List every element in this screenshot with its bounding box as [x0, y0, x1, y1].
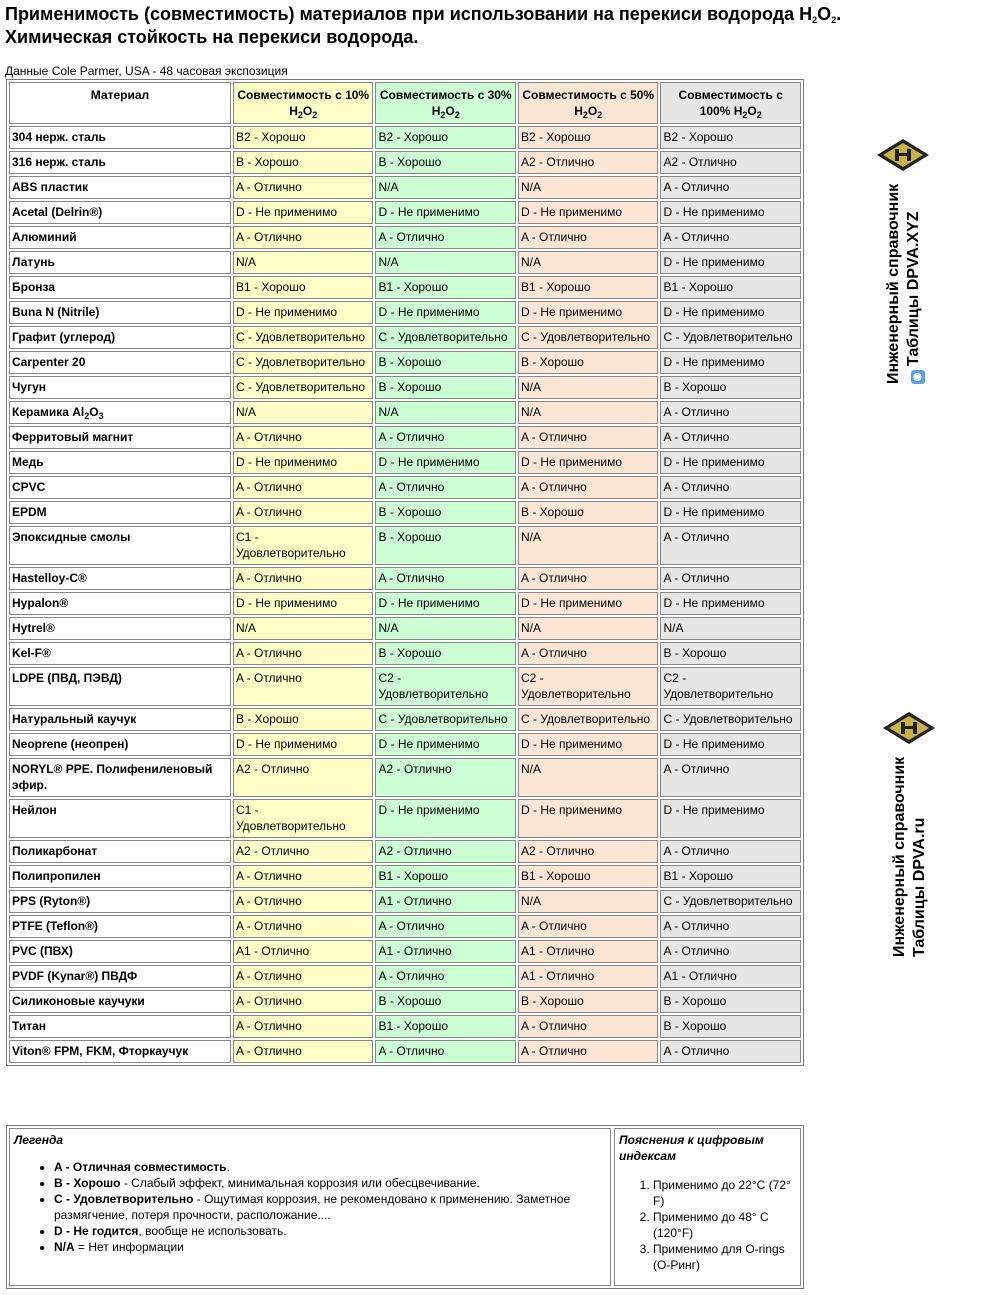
cell-50-percent: A - Отлично	[518, 915, 659, 938]
cell-30-percent: D - Не применимо	[375, 451, 516, 474]
cell-30-percent: B - Хорошо	[375, 526, 516, 565]
cell-100-percent: A - Отлично	[660, 526, 801, 565]
cell-100-percent: B2 - Хорошо	[660, 126, 801, 149]
cell-100-percent: B - Хорошо	[660, 1015, 801, 1038]
legend-list	[10, 1159, 610, 1255]
header-100-percent: Совместимость с 100% $H_2O_2$	[660, 82, 801, 124]
cell-30-percent: B - Хорошо	[375, 351, 516, 374]
cell-100-percent: D - Не применимо	[660, 201, 801, 224]
cell-100-percent: B - Хорошо	[660, 642, 801, 665]
cell-100-percent: A - Отлично	[660, 840, 801, 863]
cell-30-percent: B - Хорошо	[375, 376, 516, 399]
header-10-percent: Совместимость с 10% $H_2O_2$	[233, 82, 374, 124]
cell-50-percent: B1 - Хорошо	[518, 276, 659, 299]
cell-10-percent: C1 - Удовлетворительно	[233, 799, 374, 838]
table-row	[9, 251, 801, 274]
cell-50-percent: N/A	[518, 758, 659, 797]
cell-100-percent: D - Не применимо	[660, 251, 801, 274]
cell-10-percent: A - Отлично	[233, 501, 374, 524]
legend-item: • A - Отличная совместимость.	[54, 1159, 610, 1175]
cell-100-percent: B - Хорошо	[660, 990, 801, 1013]
material-cell: Силиконовые каучуки	[9, 990, 231, 1013]
side-label-xyz	[884, 184, 925, 384]
table-row	[9, 526, 801, 565]
material-cell: CPVC	[9, 476, 231, 499]
cell-10-percent: A - Отлично	[233, 667, 374, 706]
material-cell: PVC (ПВХ)	[9, 940, 231, 963]
cell-10-percent: D - Не применимо	[233, 733, 374, 756]
table-row	[9, 301, 801, 324]
cell-30-percent: B2 - Хорошо	[375, 126, 516, 149]
cell-10-percent: A - Отлично	[233, 226, 374, 249]
cell-30-percent: B - Хорошо	[375, 990, 516, 1013]
cell-30-percent: D - Не применимо	[375, 592, 516, 615]
material-cell: Графит (углерод)	[9, 326, 231, 349]
cell-30-percent: C2 - Удовлетворительно	[375, 667, 516, 706]
index-notes-title: Пояснения к цифровым индексам	[619, 1133, 764, 1163]
material-cell: Нейлон	[9, 799, 231, 838]
cell-100-percent: A - Отлично	[660, 401, 801, 424]
cell-30-percent: B - Хорошо	[375, 151, 516, 174]
table-row	[9, 1040, 801, 1063]
cell-50-percent: A2 - Отлично	[518, 840, 659, 863]
cell-30-percent: A - Отлично	[375, 426, 516, 449]
table-row	[9, 451, 801, 474]
cell-30-percent: B1 - Хорошо	[375, 865, 516, 888]
legend-item: • B - Хорошо - Слабый эффект, минимальная коррозия или обесцвечивание.	[54, 1175, 610, 1191]
material-cell: Hastelloy-C®	[9, 567, 231, 590]
cell-30-percent: A - Отлично	[375, 476, 516, 499]
table-row	[9, 226, 801, 249]
cell-50-percent: C - Удовлетворительно	[518, 708, 659, 731]
index-notes-box	[614, 1128, 801, 1286]
title-line-2: Химическая стойкость на перекиси водорода.	[5, 27, 419, 47]
legend-title: Легенда	[14, 1133, 64, 1147]
cell-10-percent: A - Отлично	[233, 990, 374, 1013]
cell-10-percent: A - Отлично	[233, 642, 374, 665]
cell-30-percent: D - Не применимо	[375, 733, 516, 756]
material-cell: 304 нерж. сталь	[9, 126, 231, 149]
cell-10-percent: B - Хорошо	[233, 708, 374, 731]
cell-10-percent: A - Отлично	[233, 176, 374, 199]
cell-10-percent: A - Отлично	[233, 476, 374, 499]
table-row	[9, 376, 801, 399]
cell-10-percent: A - Отлично	[233, 915, 374, 938]
table-row	[9, 940, 801, 963]
cell-30-percent: D - Не применимо	[375, 301, 516, 324]
material-cell: Медь	[9, 451, 231, 474]
material-cell: LDPE (ПВД, ПЭВД)	[9, 667, 231, 706]
header-material: Материал	[9, 82, 231, 124]
table-row	[9, 965, 801, 988]
material-cell: ABS пластик	[9, 176, 231, 199]
legend-item: • C - Удовлетворительно - Ощутимая коррозия, не рекомендовано к применению. Заметное размягчение, потеря прочности, расположание....	[54, 1191, 610, 1223]
cell-30-percent: N/A	[375, 617, 516, 640]
cell-100-percent: B1 - Хорошо	[660, 865, 801, 888]
cell-10-percent: A - Отлично	[233, 890, 374, 913]
cell-30-percent: A - Отлично	[375, 1040, 516, 1063]
cell-100-percent: A - Отлично	[660, 476, 801, 499]
cell-30-percent: N/A	[375, 251, 516, 274]
table-header-row	[9, 82, 801, 124]
cell-10-percent: A1 - Отлично	[233, 940, 374, 963]
material-cell: Поликарбонат	[9, 840, 231, 863]
cell-30-percent: B - Хорошо	[375, 501, 516, 524]
cell-100-percent: D - Не применимо	[660, 501, 801, 524]
material-cell: Алюминий	[9, 226, 231, 249]
material-cell: Hytrel®	[9, 617, 231, 640]
table-row	[9, 708, 801, 731]
cell-50-percent: N/A	[518, 376, 659, 399]
index-notes-list	[615, 1177, 800, 1273]
cell-50-percent: N/A	[518, 526, 659, 565]
material-cell: Титан	[9, 1015, 231, 1038]
cell-100-percent: A - Отлично	[660, 226, 801, 249]
legend-item: • D - Не годится, вообще не использовать.	[54, 1223, 610, 1239]
cell-10-percent: B2 - Хорошо	[233, 126, 374, 149]
table-row	[9, 890, 801, 913]
cell-30-percent: N/A	[375, 176, 516, 199]
cell-50-percent: D - Не применимо	[518, 733, 659, 756]
cell-30-percent: A - Отлично	[375, 567, 516, 590]
cell-100-percent: D - Не применимо	[660, 592, 801, 615]
table-row	[9, 351, 801, 374]
cell-30-percent: A - Отлично	[375, 965, 516, 988]
table-row	[9, 758, 801, 797]
material-cell: PPS (Ryton®)	[9, 890, 231, 913]
table-row	[9, 592, 801, 615]
cell-50-percent: D - Не применимо	[518, 301, 659, 324]
cell-100-percent: N/A	[660, 617, 801, 640]
cell-50-percent: A - Отлично	[518, 476, 659, 499]
cell-100-percent: A - Отлично	[660, 567, 801, 590]
cell-100-percent: A2 - Отлично	[660, 151, 801, 174]
cell-10-percent: A - Отлично	[233, 1015, 374, 1038]
cell-50-percent: C2 - Удовлетворительно	[518, 667, 659, 706]
cell-10-percent: A2 - Отлично	[233, 840, 374, 863]
cell-100-percent: A - Отлично	[660, 176, 801, 199]
cell-10-percent: C - Удовлетворительно	[233, 326, 374, 349]
cell-30-percent: A1 - Отлично	[375, 890, 516, 913]
cell-10-percent: N/A	[233, 251, 374, 274]
cell-30-percent: A2 - Отлично	[375, 840, 516, 863]
globe-icon: ◉	[911, 370, 925, 384]
index-note-item: 1. Применимо до 22°C (72° F)	[653, 1177, 800, 1209]
cell-10-percent: D - Не применимо	[233, 201, 374, 224]
cell-50-percent: A1 - Отлично	[518, 965, 659, 988]
material-cell: Бронза	[9, 276, 231, 299]
table-row	[9, 642, 801, 665]
cell-10-percent: D - Не применимо	[233, 451, 374, 474]
cell-100-percent: C - Удовлетворительно	[660, 326, 801, 349]
material-cell: Buna N (Nitrile)	[9, 301, 231, 324]
cell-10-percent: C - Удовлетворительно	[233, 376, 374, 399]
cell-50-percent: A - Отлично	[518, 1040, 659, 1063]
table-row	[9, 915, 801, 938]
material-cell: Керамика $Al_2O_3$	[9, 401, 231, 424]
side-label-xyz-line1: Инженерный справочник	[885, 183, 902, 384]
legend-section	[6, 1125, 804, 1289]
table-row	[9, 326, 801, 349]
cell-50-percent: A - Отлично	[518, 426, 659, 449]
material-cell: Acetal (Delrin®)	[9, 201, 231, 224]
cell-100-percent: D - Не применимо	[660, 301, 801, 324]
table-row	[9, 990, 801, 1013]
cell-10-percent: C - Удовлетворительно	[233, 351, 374, 374]
material-cell: NORYL® PPE. Полифениленовый эфир.	[9, 758, 231, 797]
cell-30-percent: N/A	[375, 401, 516, 424]
material-cell: Neoprene (неопрен)	[9, 733, 231, 756]
cell-100-percent: A - Отлично	[660, 1040, 801, 1063]
index-note-item: 3. Применимо для O-rings (О-Ринг)	[653, 1241, 800, 1273]
cell-50-percent: A2 - Отлично	[518, 151, 659, 174]
dpva-logo-icon	[876, 138, 930, 172]
cell-100-percent: C - Удовлетворительно	[660, 708, 801, 731]
cell-50-percent: B - Хорошо	[518, 351, 659, 374]
table-row	[9, 840, 801, 863]
cell-50-percent: N/A	[518, 401, 659, 424]
material-cell: Латунь	[9, 251, 231, 274]
cell-100-percent: C - Удовлетворительно	[660, 890, 801, 913]
cell-100-percent: A1 - Отлично	[660, 965, 801, 988]
cell-10-percent: D - Не применимо	[233, 301, 374, 324]
cell-10-percent: N/A	[233, 617, 374, 640]
material-cell: Чугун	[9, 376, 231, 399]
cell-10-percent: A - Отлично	[233, 426, 374, 449]
page-title	[5, 3, 985, 49]
cell-100-percent: A - Отлично	[660, 915, 801, 938]
cell-10-percent: D - Не применимо	[233, 592, 374, 615]
cell-30-percent: A1 - Отлично	[375, 940, 516, 963]
cell-50-percent: A1 - Отлично	[518, 940, 659, 963]
cell-10-percent: N/A	[233, 401, 374, 424]
cell-50-percent: D - Не применимо	[518, 799, 659, 838]
material-cell: 316 нерж. сталь	[9, 151, 231, 174]
table-row	[9, 567, 801, 590]
cell-50-percent: N/A	[518, 251, 659, 274]
header-30-percent: Совместимость с 30% $H_2O_2$	[375, 82, 516, 124]
material-cell: PVDF (Kynar®) ПВДФ	[9, 965, 231, 988]
data-source-note: Данные Cole Parmer, USA - 48 часовая экспозиция	[5, 64, 288, 78]
cell-50-percent: C - Удовлетворительно	[518, 326, 659, 349]
index-note-item: 2. Применимо до 48° C (120°F)	[653, 1209, 800, 1241]
side-label-ru-line2: Таблицы DPVA.ru	[911, 817, 928, 957]
table-row	[9, 617, 801, 640]
side-label-ru-line1: Инженерный справочник	[891, 756, 908, 957]
legend-box	[9, 1128, 611, 1286]
table-row	[9, 276, 801, 299]
table-row	[9, 426, 801, 449]
title-line-1: Применимость (совместимость) материалов при использовании на перекиси водорода $H_2O_2$.	[5, 4, 842, 25]
table-row	[9, 151, 801, 174]
cell-100-percent: B1 - Хорошо	[660, 276, 801, 299]
cell-10-percent: C1 - Удовлетворительно	[233, 526, 374, 565]
legend-item: • N/A = Нет информации	[54, 1239, 610, 1255]
cell-50-percent: A - Отлично	[518, 226, 659, 249]
cell-30-percent: A - Отлично	[375, 915, 516, 938]
table-row	[9, 733, 801, 756]
compatibility-table	[6, 79, 804, 1066]
cell-50-percent: B1 - Хорошо	[518, 865, 659, 888]
cell-50-percent: D - Не применимо	[518, 592, 659, 615]
cell-50-percent: N/A	[518, 890, 659, 913]
cell-50-percent: N/A	[518, 617, 659, 640]
cell-100-percent: D - Не применимо	[660, 451, 801, 474]
material-cell: Ферритовый магнит	[9, 426, 231, 449]
material-cell: PTFE (Teflon®)	[9, 915, 231, 938]
table-row	[9, 201, 801, 224]
material-cell: Полипропилен	[9, 865, 231, 888]
table-row	[9, 667, 801, 706]
cell-50-percent: A - Отлично	[518, 642, 659, 665]
cell-30-percent: D - Не применимо	[375, 799, 516, 838]
cell-10-percent: A - Отлично	[233, 965, 374, 988]
cell-50-percent: B - Хорошо	[518, 990, 659, 1013]
cell-30-percent: A2 - Отлично	[375, 758, 516, 797]
cell-30-percent: C - Удовлетворительно	[375, 708, 516, 731]
table-row	[9, 401, 801, 424]
table-row	[9, 501, 801, 524]
cell-100-percent: A - Отлично	[660, 758, 801, 797]
material-cell: Hypalon®	[9, 592, 231, 615]
material-cell: Kel-F®	[9, 642, 231, 665]
material-cell: Carpenter 20	[9, 351, 231, 374]
material-cell: EPDM	[9, 501, 231, 524]
cell-50-percent: A - Отлично	[518, 567, 659, 590]
cell-30-percent: B - Хорошо	[375, 642, 516, 665]
table-row	[9, 126, 801, 149]
cell-50-percent: B2 - Хорошо	[518, 126, 659, 149]
cell-30-percent: D - Не применимо	[375, 201, 516, 224]
side-label-ru	[890, 757, 930, 957]
table-row	[9, 865, 801, 888]
cell-30-percent: C - Удовлетворительно	[375, 326, 516, 349]
cell-10-percent: B1 - Хорошо	[233, 276, 374, 299]
cell-30-percent: B1 - Хорошо	[375, 276, 516, 299]
material-cell: Натуральный каучук	[9, 708, 231, 731]
cell-100-percent: D - Не применимо	[660, 733, 801, 756]
cell-50-percent: D - Не применимо	[518, 201, 659, 224]
cell-100-percent: B - Хорошо	[660, 376, 801, 399]
cell-100-percent: A - Отлично	[660, 940, 801, 963]
cell-10-percent: B - Хорошо	[233, 151, 374, 174]
cell-30-percent: B1 - Хорошо	[375, 1015, 516, 1038]
cell-10-percent: A - Отлично	[233, 865, 374, 888]
cell-100-percent: D - Не применимо	[660, 351, 801, 374]
cell-10-percent: A - Отлично	[233, 567, 374, 590]
cell-10-percent: A - Отлично	[233, 1040, 374, 1063]
cell-100-percent: C2 - Удовлетворительно	[660, 667, 801, 706]
cell-100-percent: A - Отлично	[660, 426, 801, 449]
cell-50-percent: N/A	[518, 176, 659, 199]
table-row	[9, 176, 801, 199]
table-row	[9, 476, 801, 499]
table-row	[9, 799, 801, 838]
cell-30-percent: A - Отлично	[375, 226, 516, 249]
side-label-xyz-line2: ◉Таблицы DPVA.XYZ	[904, 184, 925, 384]
cell-50-percent: B - Хорошо	[518, 501, 659, 524]
cell-10-percent: A2 - Отлично	[233, 758, 374, 797]
cell-50-percent: D - Не применимо	[518, 451, 659, 474]
dpva-logo-icon	[882, 711, 936, 745]
table-row	[9, 1015, 801, 1038]
cell-100-percent: D - Не применимо	[660, 799, 801, 838]
material-cell: Viton® FPM, FKM, Фторкаучук	[9, 1040, 231, 1063]
header-50-percent: Совместимость с 50% $H_2O_2$	[518, 82, 659, 124]
material-cell: Эпоксидные смолы	[9, 526, 231, 565]
cell-50-percent: A - Отлично	[518, 1015, 659, 1038]
